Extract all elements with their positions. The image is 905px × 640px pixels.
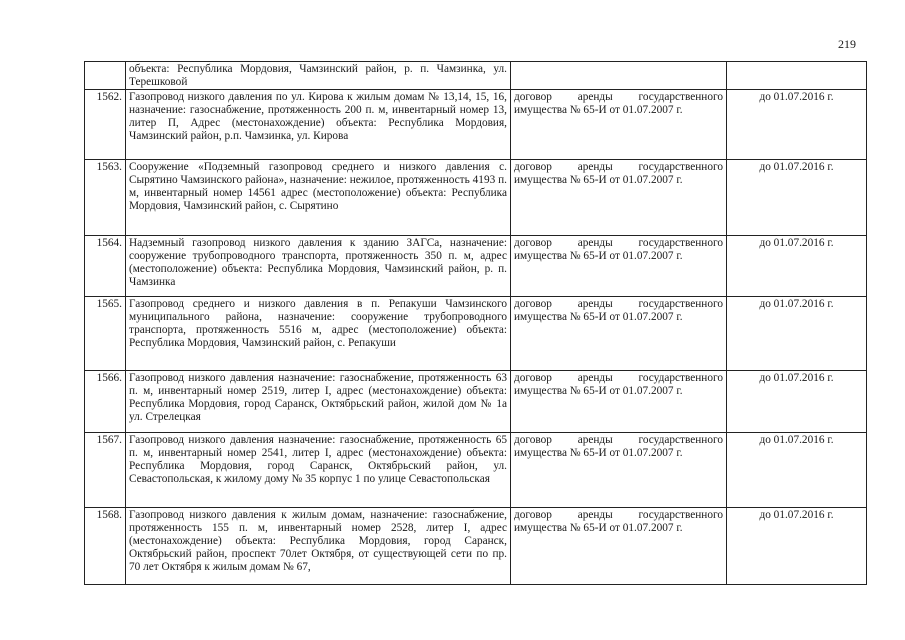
object-description: Газопровод низкого давления назначение: газоснабжение, протяженность 65 п. м, инвентарный номер 2541, литер I, адрес (местонахождение) объекта: Республика Мордовия, город Саранск, Октябрьский район, ул. Севастопольская, к жилому дому № 35 корпус 1 по улице Севастопольская <box>126 433 511 508</box>
row-number: 1565. <box>85 297 126 371</box>
table-row <box>85 508 867 585</box>
contract-basis: договор аренды государственного имущества № 65-И от 01.07.2007 г. <box>511 297 727 371</box>
contract-basis: договор аренды государственного имущества № 65-И от 01.07.2007 г. <box>511 236 727 297</box>
lease-term: до 01.07.2016 г. <box>727 433 867 508</box>
contract-basis: договор аренды государственного имущества № 65-И от 01.07.2007 г. <box>511 90 727 160</box>
contract-basis: договор аренды государственного имущества № 65-И от 01.07.2007 г. <box>511 371 727 433</box>
lease-term: до 01.07.2016 г. <box>727 90 867 160</box>
table-row <box>85 297 867 371</box>
table-row <box>85 236 867 297</box>
row-number: 1567. <box>85 433 126 508</box>
object-description: объекта: Республика Мордовия, Чамзинский район, р. п. Чамзинка, ул. Терешковой <box>126 62 511 90</box>
object-description: Газопровод низкого давления назначение: газоснабжение, протяженность 63 п. м, инвентарный номер 2519, литер I, адрес (местонахождение) объекта: Республика Мордовия, город Саранск, Октябрьский район, жилой дом № 1а ул. Стрелецкая <box>126 371 511 433</box>
lease-term: до 01.07.2016 г. <box>727 236 867 297</box>
lease-term: до 01.07.2016 г. <box>727 160 867 236</box>
object-description: Надземный газопровод низкого давления к зданию ЗАГСа, назначение: сооружение трубопроводного транспорта, протяженность 350 п. м, адрес (местоположение) объекта: Республика Мордовия, Чамзинский район, р. п. Чамзинка <box>126 236 511 297</box>
row-number <box>85 62 126 90</box>
table-row <box>85 90 867 160</box>
row-number: 1568. <box>85 508 126 585</box>
row-number: 1562. <box>85 90 126 160</box>
lease-term: до 01.07.2016 г. <box>727 371 867 433</box>
table-row <box>85 62 867 90</box>
lease-term <box>727 62 867 90</box>
table-row <box>85 160 867 236</box>
page-number: 219 <box>838 37 856 51</box>
lease-term: до 01.07.2016 г. <box>727 508 867 585</box>
object-description: Газопровод среднего и низкого давления в п. Репакуши Чамзинского муниципального района, назначение: сооружение трубопроводного транспорта, протяженность 5516 м, адрес (местоположение) объекта: Республика Мордовия, Чамзинский район, с. Репакуши <box>126 297 511 371</box>
contract-basis: договор аренды государственного имущества № 65-И от 01.07.2007 г. <box>511 508 727 585</box>
property-registry-table <box>84 61 867 585</box>
contract-basis <box>511 62 727 90</box>
contract-basis: договор аренды государственного имущества № 65-И от 01.07.2007 г. <box>511 160 727 236</box>
row-number: 1564. <box>85 236 126 297</box>
row-number: 1563. <box>85 160 126 236</box>
contract-basis: договор аренды государственного имущества № 65-И от 01.07.2007 г. <box>511 433 727 508</box>
object-description: Газопровод низкого давления к жилым домам, назначение: газоснабжение, протяженность 155 п. м, инвентарный номер 2528, литер I, адрес (местонахождение) объекта: Республика Мордовия, город Саранск, Октябрьский район, проспект 70лет Октября, от существующей сети по пр. 70 лет Октября к жилым домам № 67, <box>126 508 511 585</box>
object-description: Газопровод низкого давления по ул. Кирова к жилым домам № 13,14, 15, 16, назначение: газоснабжение, протяженность 200 п. м, инвентарный номер 13, литер П, Адрес (местонахождение) объекта: Республика Мордовия, Чамзинский район, р.п. Чамзинка, ул. Кирова <box>126 90 511 160</box>
object-description: Сооружение «Подземный газопровод среднего и низкого давления с. Сырятино Чамзинского района», назначение: нежилое, протяженность 4193 п. м, инвентарный номер 14561 адрес (местоположение) объекта: Республика Мордовия, Чамзинский район, с. Сырятино <box>126 160 511 236</box>
table-row <box>85 433 867 508</box>
row-number: 1566. <box>85 371 126 433</box>
lease-term: до 01.07.2016 г. <box>727 297 867 371</box>
table-row <box>85 371 867 433</box>
